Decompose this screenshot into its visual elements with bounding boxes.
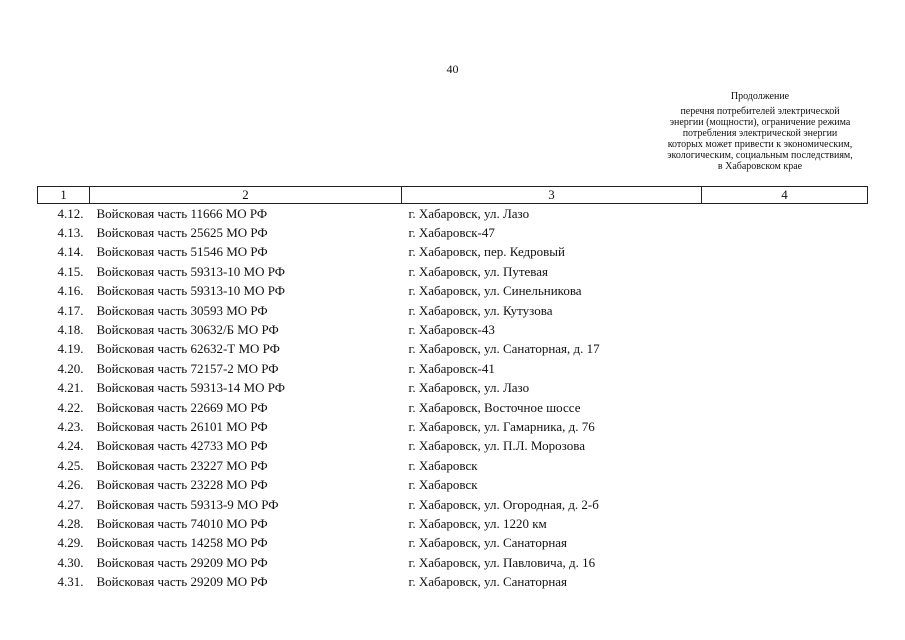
row-number: 4.26. — [57, 477, 84, 493]
consumer-name: Войсковая часть 22669 МО РФ — [96, 399, 268, 415]
table-row — [38, 340, 868, 359]
table-body — [38, 204, 868, 592]
consumer-address: г. Хабаровск, ул. Огородная, д. 2-б — [408, 496, 599, 512]
table-row — [38, 495, 868, 514]
consumer-address: г. Хабаровск, ул. Кутузова — [408, 302, 553, 318]
consumer-address: г. Хабаровск — [408, 477, 478, 493]
consumer-name: Войсковая часть 25625 МО РФ — [96, 225, 268, 241]
table-row — [38, 320, 868, 339]
table-row — [38, 553, 868, 572]
caption-line: перечня потребителей электрической — [680, 106, 840, 117]
caption-line: которых может привести к экономическим, — [667, 139, 853, 150]
column-header: 1 — [38, 187, 90, 204]
table-row — [38, 417, 868, 436]
row-number: 4.28. — [57, 515, 84, 531]
consumer-address: г. Хабаровск-43 — [408, 322, 495, 338]
consumer-name: Войсковая часть 11666 МО РФ — [96, 205, 268, 221]
row-number: 4.14. — [57, 244, 84, 260]
header-row — [38, 187, 868, 204]
row-extra — [702, 320, 868, 339]
consumer-name: Войсковая часть 30632/Б МО РФ — [96, 322, 279, 338]
table-row — [38, 534, 868, 553]
consumer-address: г. Хабаровск-41 — [408, 360, 495, 376]
row-extra — [702, 379, 868, 398]
continuation-word: Продолжение — [730, 91, 790, 102]
row-number: 4.25. — [57, 457, 84, 473]
consumer-name: Войсковая часть 51546 МО РФ — [96, 244, 268, 260]
row-extra — [702, 243, 868, 262]
consumer-name: Войсковая часть 30593 МО РФ — [96, 302, 268, 318]
row-number: 4.21. — [57, 380, 84, 396]
row-extra — [702, 398, 868, 417]
row-extra — [702, 223, 868, 242]
table-row — [38, 204, 868, 224]
row-number: 4.30. — [57, 554, 84, 570]
row-extra — [702, 359, 868, 378]
consumer-name: Войсковая часть 14258 МО РФ — [96, 535, 268, 551]
row-number: 4.20. — [57, 360, 84, 376]
consumer-address: г. Хабаровск, ул. Санаторная — [408, 535, 568, 551]
row-number: 4.17. — [57, 302, 84, 318]
consumer-name: Войсковая часть 29209 МО РФ — [96, 574, 268, 590]
caption-line: экологическим, социальным последствиям, — [667, 150, 853, 161]
consumer-address: г. Хабаровск, Восточное шоссе — [408, 399, 581, 415]
consumer-name: Войсковая часть 23227 МО РФ — [96, 457, 268, 473]
row-extra — [702, 534, 868, 553]
consumer-address: г. Хабаровск, ул. Гамарника, д. 76 — [408, 418, 595, 434]
consumer-address: г. Хабаровск, ул. Лазо — [408, 205, 530, 221]
consumer-name: Войсковая часть 23228 МО РФ — [96, 477, 268, 493]
consumer-name: Войсковая часть 74010 МО РФ — [96, 515, 268, 531]
table-row — [38, 223, 868, 242]
row-extra — [702, 417, 868, 436]
row-extra — [702, 204, 868, 224]
column-header: 3 — [402, 187, 702, 204]
row-number: 4.22. — [57, 399, 84, 415]
consumer-address: г. Хабаровск, ул. Павловича, д. 16 — [408, 554, 596, 570]
row-extra — [702, 495, 868, 514]
row-number: 4.13. — [57, 225, 84, 241]
table-row — [38, 475, 868, 494]
row-number: 4.29. — [57, 535, 84, 551]
caption-line: в Хабаровском крае — [717, 161, 803, 172]
caption-line: энергии (мощности), ограничение режима — [669, 117, 851, 128]
row-number: 4.12. — [57, 205, 84, 221]
table-row — [38, 398, 868, 417]
row-extra — [702, 301, 868, 320]
consumer-address: г. Хабаровск-47 — [408, 225, 495, 241]
row-number: 4.23. — [57, 418, 84, 434]
row-extra — [702, 553, 868, 572]
consumer-address: г. Хабаровск — [408, 457, 478, 473]
page-number: 40 — [446, 62, 459, 76]
table-row — [38, 379, 868, 398]
consumer-address: г. Хабаровск, ул. Лазо — [408, 380, 530, 396]
consumer-name: Войсковая часть 59313-10 МО РФ — [96, 263, 286, 279]
consumer-address: г. Хабаровск, ул. Санаторная — [408, 574, 568, 590]
row-extra — [702, 282, 868, 301]
table-row — [38, 514, 868, 533]
row-number: 4.27. — [57, 496, 84, 512]
consumer-name: Войсковая часть 59313-9 МО РФ — [96, 496, 279, 512]
row-extra — [702, 475, 868, 494]
table-row — [38, 456, 868, 475]
consumer-name: Войсковая часть 62632-Т МО РФ — [96, 341, 280, 357]
table-row — [38, 282, 868, 301]
row-extra — [702, 340, 868, 359]
consumer-name: Войсковая часть 72157-2 МО РФ — [96, 360, 279, 376]
table-row — [38, 437, 868, 456]
consumer-address: г. Хабаровск, пер. Кедровый — [408, 244, 566, 260]
row-extra — [702, 456, 868, 475]
consumer-name: Войсковая часть 29209 МО РФ — [96, 554, 268, 570]
table-row — [38, 301, 868, 320]
caption-line: потребления электрической энергии — [682, 128, 838, 139]
consumer-address: г. Хабаровск, ул. Санаторная, д. 17 — [408, 341, 600, 357]
row-extra — [702, 437, 868, 456]
table-header — [38, 187, 868, 204]
consumer-name: Войсковая часть 59313-10 МО РФ — [96, 283, 286, 299]
column-header: 2 — [90, 187, 402, 204]
consumer-name: Войсковая часть 26101 МО РФ — [96, 418, 268, 434]
row-number: 4.24. — [57, 438, 84, 454]
consumers-table — [37, 186, 868, 592]
row-number: 4.18. — [57, 322, 84, 338]
row-extra — [702, 572, 868, 591]
table-row — [38, 262, 868, 281]
consumer-address: г. Хабаровск, ул. Путевая — [408, 263, 549, 279]
consumer-address: г. Хабаровск, ул. 1220 км — [408, 515, 547, 531]
table-row — [38, 572, 868, 591]
continuation-caption — [640, 91, 880, 172]
row-extra — [702, 262, 868, 281]
consumer-address: г. Хабаровск, ул. П.Л. Морозова — [408, 438, 585, 454]
table-row — [38, 359, 868, 378]
row-number: 4.19. — [57, 341, 84, 357]
consumer-address: г. Хабаровск, ул. Синельникова — [408, 283, 582, 299]
row-number: 4.15. — [57, 263, 84, 279]
column-header: 4 — [702, 187, 868, 204]
row-number: 4.31. — [57, 574, 84, 590]
row-extra — [702, 514, 868, 533]
row-number: 4.16. — [57, 283, 84, 299]
consumer-name: Войсковая часть 59313-14 МО РФ — [96, 380, 286, 396]
consumer-name: Войсковая часть 42733 МО РФ — [96, 438, 268, 454]
table-row — [38, 243, 868, 262]
